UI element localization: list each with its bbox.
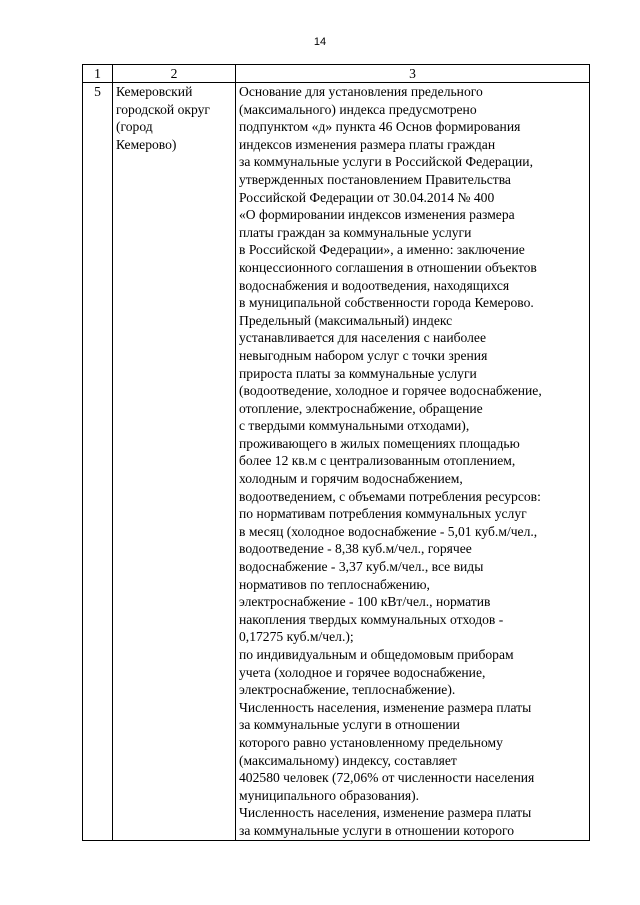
description-line: электроснабжение, теплоснабжение). [239,682,456,698]
description-line: подпунктом «д» пункта 46 Основ формирования [239,119,521,135]
description-line: более 12 кв.м с централизованным отоплением, [239,453,516,469]
description-line: водоотведение - 8,38 куб.м/чел., горячее [239,541,472,557]
description-line: за коммунальные услуги в Российской Федерации, [239,154,533,170]
document-table [82,64,590,841]
description-line: водоснабжения и водоотведения, находящихся [239,277,510,293]
description-line: нормативов по теплоснабжению, [239,576,430,592]
municipality-line: городской округ [116,101,210,117]
municipality-line: (город [116,119,153,135]
header-cell-2: 2 [113,65,236,83]
description-cell [236,83,590,841]
header-cell-1: 1 [83,65,113,83]
table-header-row [83,65,590,83]
description-line: (водоотведение, холодное и горячее водоснабжение, [239,383,542,399]
municipality-line: Кемеровский [116,84,193,99]
description-line: учета (холодное и горячее водоснабжение, [239,664,486,680]
description-line: которого равно установленному предельному [239,734,503,750]
description-line: водоснабжение - 3,37 куб.м/чел., все виды [239,559,484,575]
description-line: платы граждан за коммунальные услуги [239,224,472,240]
header-cell-3: 3 [236,65,590,83]
description-line: накопления твердых коммунальных отходов - [239,611,504,627]
description-line: отопление, электроснабжение, обращение [239,400,483,416]
description-line: проживающего в жилых помещениях площадью [239,435,520,451]
description-line: за коммунальные услуги в отношении которого [239,822,515,838]
municipality-cell [113,83,236,841]
description-line: холодным и горячим водоснабжением, [239,471,463,487]
description-line: водоотведением, с объемами потребления ресурсов: [239,488,541,504]
description-line: индексов изменения размера платы граждан [239,136,496,152]
description-line: невыгодным набором услуг с точки зрения [239,347,488,363]
description-line: концессионного соглашения в отношении объектов [239,259,537,275]
description-line: за коммунальные услуги в отношении [239,717,460,733]
description-line: Предельный (максимальный) индекс [239,312,453,328]
description-line: 0,17275 куб.м/чел.); [239,629,354,645]
description-line: электроснабжение - 100 кВт/чел., норматив [239,594,491,610]
description-line: 402580 человек (72,06% от численности населения [239,770,535,786]
description-line: устанавливается для населения с наиболее [239,330,486,346]
municipality-line: Кемерово) [116,136,177,152]
description-line: в месяц (холодное водоснабжение - 5,01 куб.м/чел., [239,523,538,539]
description-line: Численность населения, изменение размера платы [239,699,532,715]
row-number: 5 [83,83,113,841]
description-line: муниципального образования). [239,787,420,803]
description-line: с твердыми коммунальными отходами), [239,418,470,434]
description-line: по индивидуальным и общедомовым приборам [239,647,514,662]
description-line: (максимального) индекса предусмотрено [239,101,477,117]
page-number: 14 [313,36,327,48]
description-line: Численность населения, изменение размера платы [239,805,532,821]
table-row [83,83,590,841]
description-line: «О формировании индексов изменения размера [239,207,515,223]
description-line: по нормативам потребления коммунальных услуг [239,506,527,522]
description-line: в муниципальной собственности города Кемерово. [239,295,534,311]
description-line: Основание для установления предельного [239,84,483,99]
description-line: утвержденных постановлением Правительства [239,171,511,187]
description-line: (максимальному) индексу, составляет [239,752,457,768]
description-line: Российской Федерации от 30.04.2014 № 400 [239,189,495,205]
description-line: прироста платы за коммунальные услуги [239,365,477,381]
description-line: в Российской Федерации», а именно: заключение [239,242,525,258]
